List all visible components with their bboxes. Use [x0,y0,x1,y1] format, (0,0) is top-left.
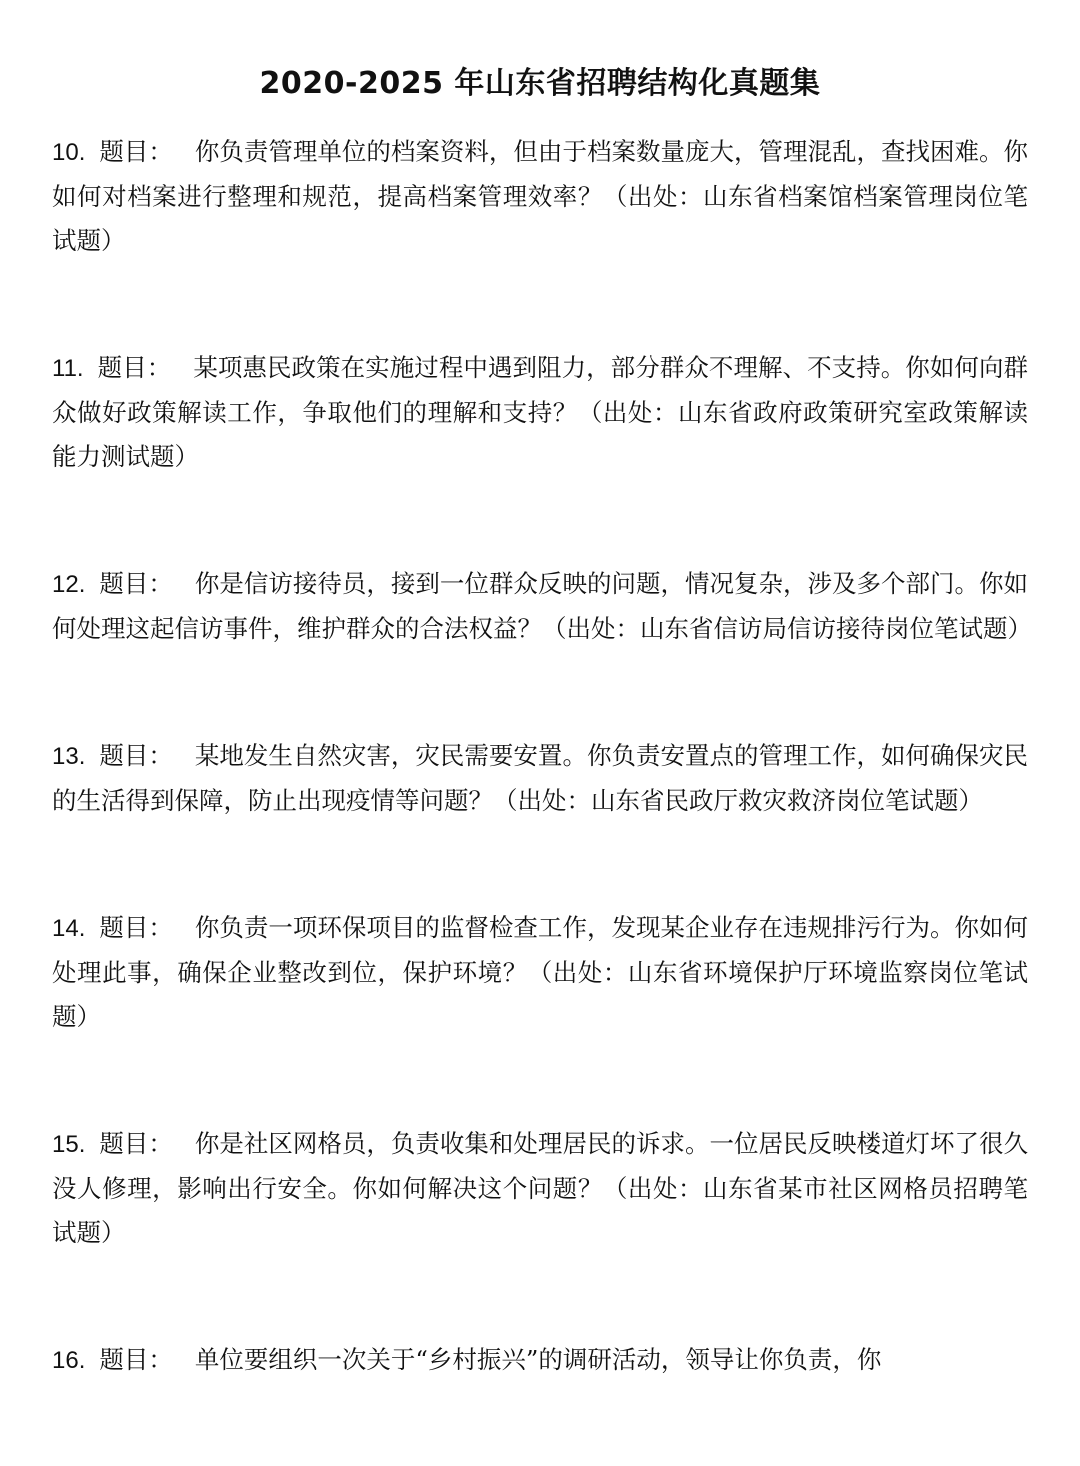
question-number: 14. [52,915,86,942]
question-text: 你负责管理单位的档案资料，但由于档案数量庞大，管理混乱，查找困难。你如何对档案进行整理和规范，提高档案管理效率？（出处：山东省档案馆档案管理岗位笔试题） [52,137,1028,255]
question-label: 题目： [99,741,173,770]
question-text: 你是社区网格员，负责收集和处理居民的诉求。一位居民反映楼道灯坏了很久没人修理，影响出行安全。你如何解决这个问题？（出处：山东省某市社区网格员招聘笔试题） [52,1129,1028,1247]
question-number: 13. [52,743,86,770]
question-label: 题目： [99,1345,173,1374]
page-title: 2020-2025 年山东省招聘结构化真题集 [259,66,821,101]
question-number: 16. [52,1347,86,1374]
question-item [52,130,1028,263]
question-text: 你负责一项环保项目的监督检查工作，发现某企业存在违规排污行为。你如何处理此事，确保企业整改到位，保护环境？（出处：山东省环境保护厅环境监察岗位笔试题） [52,913,1028,1031]
question-label: 题目： [97,353,172,382]
question-label: 题目： [99,569,173,598]
question-item [52,562,1032,651]
question-label: 题目： [99,913,173,942]
question-number: 15. [52,1131,86,1158]
question-number: 12. [52,571,86,598]
question-label: 题目： [99,137,173,166]
question-text: 某项惠民政策在实施过程中遇到阻力，部分群众不理解、不支持。你如何向群众做好政策解读工作，争取他们的理解和支持？（出处：山东省政府政策研究室政策解读能力测试题） [52,353,1029,471]
question-number: 10. [52,139,86,166]
question-text: 你是信访接待员，接到一位群众反映的问题，情况复杂，涉及多个部门。你如何处理这起信访事件，维护群众的合法权益？（出处：山东省信访局信访接待岗位笔试题） [52,569,1032,643]
question-number: 11. [52,355,84,382]
question-text: 单位要组织一次关于“乡村振兴”的调研活动，领导让你负责，你 [194,1345,882,1374]
question-list [52,130,1032,1466]
question-item [52,1122,1028,1255]
question-item [52,346,1028,479]
question-label: 题目： [99,1129,173,1158]
question-item [52,734,1028,823]
question-item [52,906,1028,1039]
question-text: 某地发生自然灾害，灾民需要安置。你负责安置点的管理工作，如何确保灾民的生活得到保障，防止出现疫情等问题？（出处：山东省民政厅救灾救济岗位笔试题） [52,741,1028,815]
question-item [52,1338,1028,1383]
